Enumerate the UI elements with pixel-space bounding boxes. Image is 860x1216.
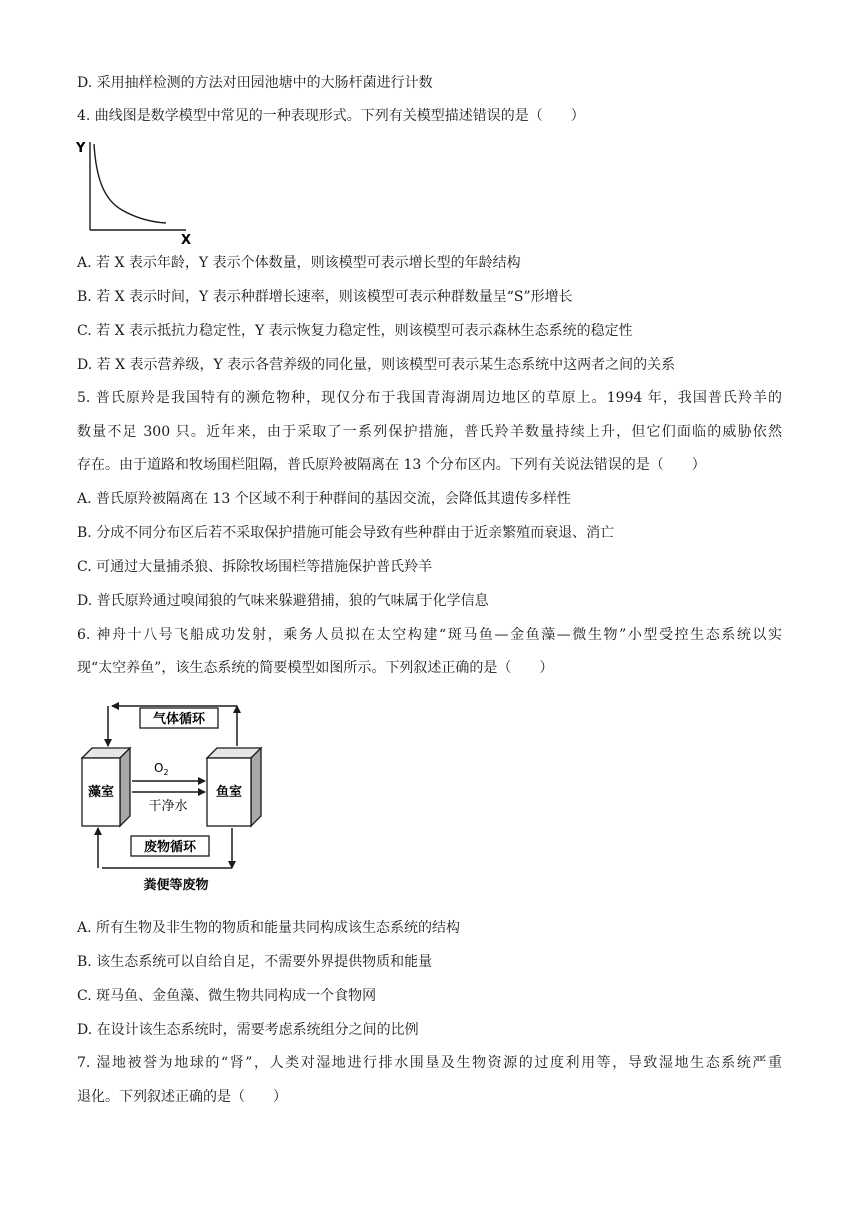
y-axis-label: Y (76, 141, 86, 156)
waste-cycle-label: 废物循环 (143, 840, 197, 855)
q5-stem-line-2: 数量不足 300 只。近年来，由于采取了一系列保护措施，普氏羚羊数量持续上升，但它们面临的威胁依然 (77, 424, 782, 440)
q5-option-b: B. 分成不同分布区后若不采取保护措施可能会导致有些种群由于近亲繁殖而衰退、消亡 (77, 525, 615, 541)
decreasing-curve (94, 144, 166, 223)
q6-stem-line-2: 现“太空养鱼”，该生态系统的简要模型如图所示。下列叙述正确的是（ ） (77, 660, 554, 676)
q3-option-d: D. 采用抽样检测的方法对田园池塘中的大肠杆菌进行计数 (77, 75, 433, 91)
q7-stem-line-1: 7. 湿地被誉为地球的“肾”，人类对湿地进行排水围垦及生物资源的过度利用等，导致湿地生态系统严重 (77, 1055, 782, 1071)
q6-option-c: C. 斑马鱼、金鱼藻、微生物共同构成一个食物网 (77, 988, 377, 1004)
q6-option-d: D. 在设计该生态系统时，需要考虑系统组分之间的比例 (77, 1022, 419, 1038)
q5-option-c: C. 可通过大量捕杀狼、拆除牧场围栏等措施保护普氏羚羊 (77, 559, 433, 575)
q5-stem-line-3: 存在。由于道路和牧场围栏阻隔，普氏原羚被隔离在 13 个分布区内。下列有关说法错误的是（ ） (77, 457, 706, 473)
q5-stem-line-1: 5. 普氏原羚是我国特有的濒危物种，现仅分布于我国青海湖周边地区的草原上。1994 年，我国普氏羚羊的 (77, 390, 782, 406)
algae-room-side (120, 748, 130, 826)
q4-option-a: A. 若 X 表示年龄，Y 表示个体数量，则该模型可表示增长型的年龄结构 (77, 255, 521, 271)
x-axis-label: X (181, 233, 192, 248)
q4-stem: 4. 曲线图是数学模型中常见的一种表现形式。下列有关模型描述错误的是（ ） (77, 108, 585, 124)
q6-option-b: B. 该生态系统可以自给自足，不需要外界提供物质和能量 (77, 954, 433, 970)
q5-option-a: A. 普氏原羚被隔离在 13 个区域不利于种群间的基因交流，会降低其遗传多样性 (77, 491, 571, 507)
q6-ecosystem-diagram (74, 698, 274, 896)
q4-option-b: B. 若 X 表示时间，Y 表示种群增长速率，则该模型可表示种群数量呈“S”形增长 (77, 289, 573, 305)
q4-option-d: D. 若 X 表示营养级，Y 表示各营养级的同化量，则该模型可表示某生态系统中这两者之间的关系 (77, 357, 676, 373)
q4-option-c: C. 若 X 表示抵抗力稳定性，Y 表示恢复力稳定性，则该模型可表示森林生态系统的稳定性 (77, 323, 633, 339)
fish-room-label: 鱼室 (215, 785, 243, 800)
fish-room-side (251, 748, 261, 826)
q5-option-d: D. 普氏原羚通过嗅闻狼的气味来躲避猎捕，狼的气味属于化学信息 (77, 593, 489, 609)
q6-stem-line-1: 6. 神舟十八号飞船成功发射，乘务人员拟在太空构建“斑马鱼—金鱼藻—微生物”小型受控生态系统以实 (77, 627, 782, 643)
q6-option-a: A. 所有生物及非生物的物质和能量共同构成该生态系统的结构 (77, 920, 461, 936)
feces-label: 粪便等废物 (143, 878, 209, 893)
algae-room-label: 藻室 (87, 785, 115, 800)
clean-water-label: 干净水 (148, 799, 188, 814)
q4-curve-graph (74, 138, 198, 250)
gas-cycle-label: 气体循环 (152, 712, 206, 727)
q7-stem-line-2: 退化。下列叙述正确的是（ ） (77, 1089, 287, 1105)
o2-label: $O_2$ (154, 761, 169, 777)
